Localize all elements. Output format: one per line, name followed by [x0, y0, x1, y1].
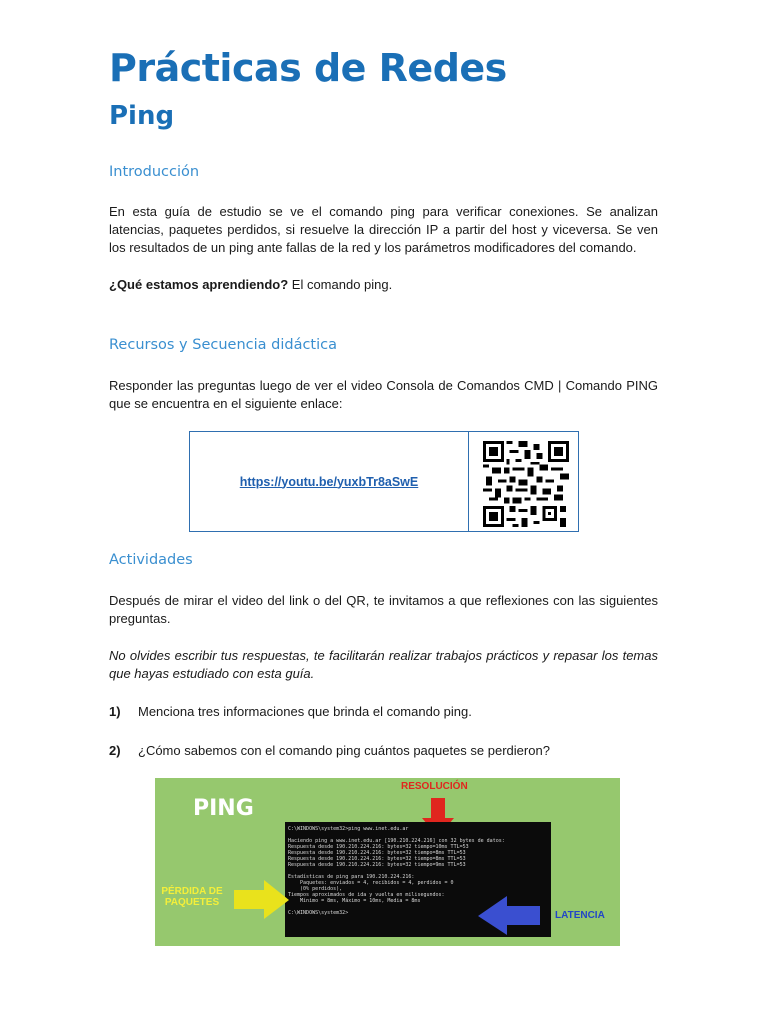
figure-resolution-label: RESOLUCIÓN — [401, 781, 468, 792]
console-line: Estadísticas de ping para 190.210.224.216: — [288, 874, 415, 880]
blue-arrow-icon — [477, 896, 541, 936]
activities-paragraph: Después de mirar el video del link o del QR, te invitamos a que reflexiones con las siguientes preguntas. — [109, 593, 658, 626]
page-subtitle: Ping — [109, 101, 175, 131]
intro-paragraph: En esta guía de estudio se ve el comando ping para verificar conexiones. Se analizan latencias, paquetes perdidos, si resuelve la dirección IP a partir del host y viceversa. Se ven los resultados de un ping ante fallas de la red y los parámetros modificadores del comando. — [109, 204, 658, 255]
resources-heading: Recursos y Secuencia didáctica — [109, 337, 338, 353]
yellow-arrow-icon — [234, 880, 290, 920]
console-line: Respuesta desde 190.210.224.216: bytes=32 tiempo=9ms TTL=53 — [288, 862, 466, 868]
console-line: Respuesta desde 190.210.224.216: bytes=32 tiempo=8ms TTL=53 — [288, 850, 466, 856]
learning-question — [109, 276, 658, 294]
list-item-number: 1) — [109, 704, 121, 719]
video-link[interactable]: https://youtu.be/yuxbTr8aSwE — [239, 474, 419, 489]
console-line: Mínimo = 8ms, Máximo = 10ms, Media = 8ms — [288, 898, 421, 904]
activities-note: No olvides escribir tus respuestas, te facilitarán realizar trabajos prácticos y repasar los temas que hayas estudiado con esta guía. — [109, 648, 658, 681]
figure-ping-label: PING — [193, 796, 254, 821]
console-line: Respuesta desde 190.210.224.216: bytes=32 tiempo=8ms TTL=53 — [288, 856, 466, 862]
page-title: Prácticas de Redes — [109, 46, 507, 90]
link-table — [189, 431, 579, 532]
link-cell — [190, 432, 469, 531]
figure-loss-label: PÉRDIDA DE PAQUETES — [161, 886, 223, 908]
console-line: C:\WINDOWS\system32>ping www.inet.edu.ar — [288, 826, 409, 832]
list-item-number: 2) — [109, 743, 121, 758]
ping-figure — [155, 778, 620, 946]
console-line: Respuesta desde 190.210.224.216: bytes=32 tiempo=10ms TTL=53 — [288, 844, 469, 850]
console-line: Haciendo ping a www.inet.edu.ar [190.210.224.216] con 32 bytes de datos: — [288, 838, 505, 844]
console-line: (0% perdidos), — [288, 886, 343, 892]
figure-latency-label: LATENCIA — [555, 910, 605, 921]
console-line: Tiempos aproximados de ida y vuelta en milisegundos: — [288, 892, 445, 898]
intro-heading: Introducción — [109, 164, 200, 180]
list-item: ¿Cómo sabemos con el comando ping cuántos paquetes se perdieron? — [138, 743, 550, 758]
console-line: C:\WINDOWS\system32> — [288, 910, 349, 916]
resources-paragraph: Responder las preguntas luego de ver el video Consola de Comandos CMD | Comando PING que se encuentra en el siguiente enlace: — [109, 378, 658, 411]
learning-question-answer: El comando ping. — [288, 277, 393, 292]
list-item: Menciona tres informaciones que brinda el comando ping. — [138, 704, 472, 719]
activities-heading: Actividades — [109, 552, 193, 568]
learning-question-label: ¿Qué estamos aprendiendo? — [109, 277, 289, 292]
console-line: Paquetes: enviados = 4, recibidos = 4, perdidos = 0 — [288, 880, 454, 886]
qr-code-icon[interactable] — [480, 441, 572, 527]
